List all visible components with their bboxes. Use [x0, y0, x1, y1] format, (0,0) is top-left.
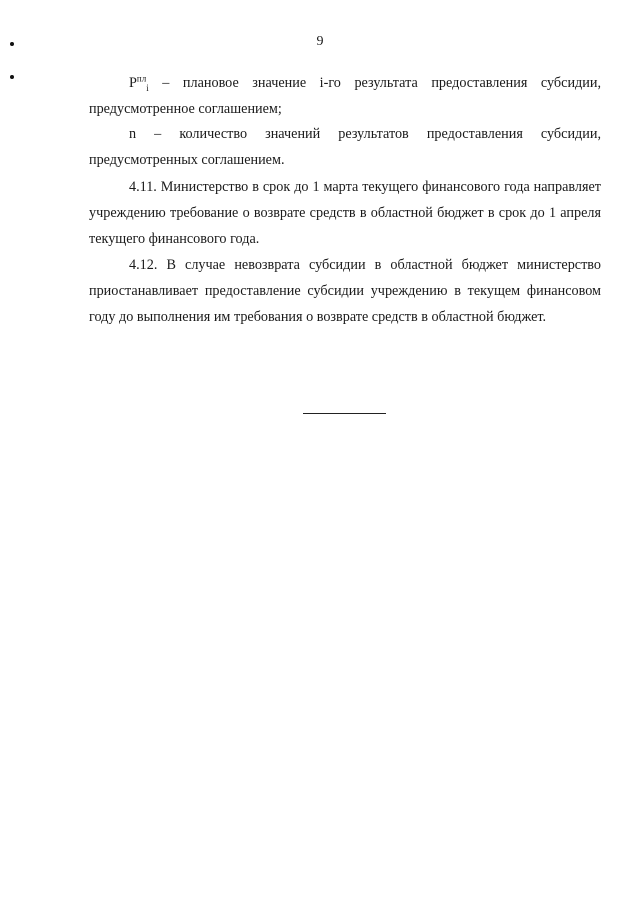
- paragraph-text: 4.11. Министерство в срок до 1 марта текущего финансового года направляет учреждению требование о возврате средств в областной бюджет в срок до 1 апреля текущего финансового года.: [89, 179, 601, 247]
- formula-subscript: i: [146, 82, 149, 93]
- formula-symbol: P: [129, 75, 137, 91]
- paragraph-planned-value-definition: [89, 70, 601, 122]
- paragraph-text: 4.12. В случае невозврата субсидии в областной бюджет министерство приостанавливает предоставление субсидии учреждению в текущем финансовом году до выполнения им требования о возврате средств в областной бюджет.: [89, 257, 601, 325]
- paragraph-n-definition: [89, 121, 601, 173]
- paragraph-4-11: [89, 174, 601, 252]
- page-number: 9: [316, 34, 324, 49]
- end-separator-line: [303, 413, 386, 414]
- paragraph-4-12: [89, 252, 601, 330]
- scan-dot-mark: [10, 75, 14, 79]
- paragraph-text: n – количество значений результатов предоставления субсидии, предусмотренных соглашением.: [89, 126, 601, 168]
- paragraph-text: – плановое значение i-го результата предоставления субсидии, предусмотренное соглашением;: [89, 75, 601, 117]
- formula-superscript: пл: [136, 73, 147, 84]
